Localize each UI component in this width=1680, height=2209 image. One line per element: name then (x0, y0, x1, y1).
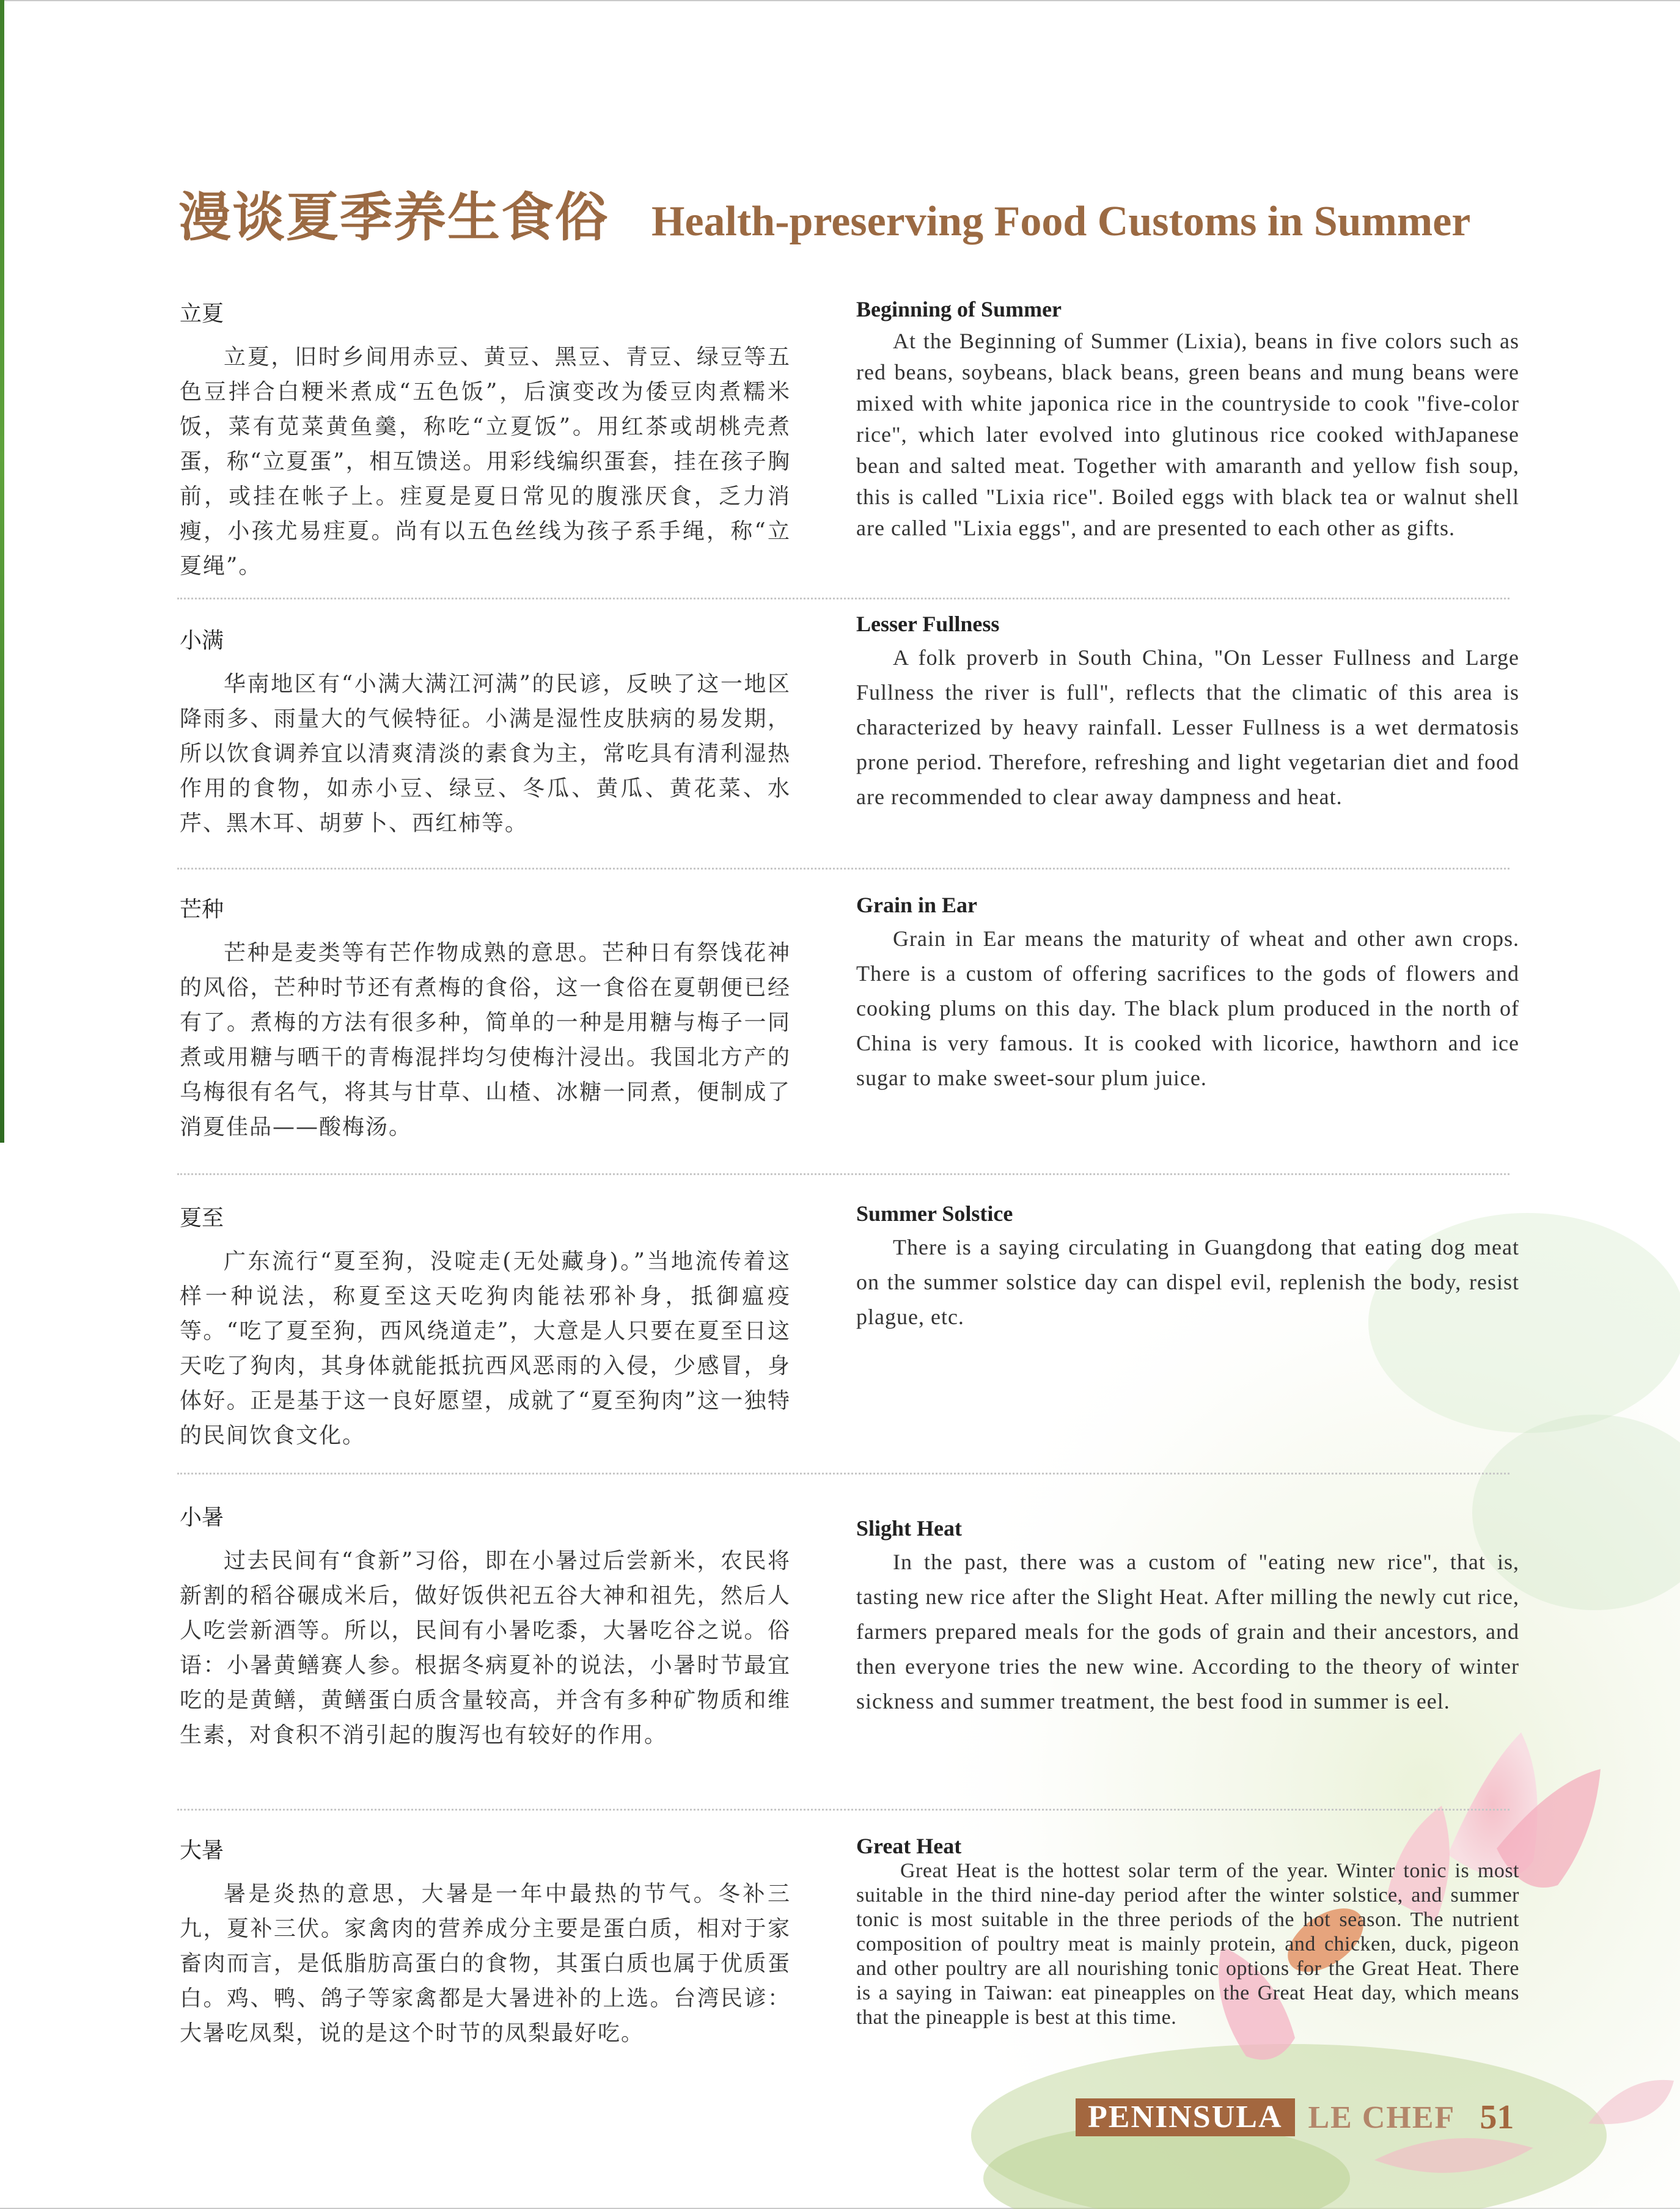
section-body-cn: 立夏，旧时乡间用赤豆、黄豆、黑豆、青豆、绿豆等五色豆拌合白粳米煮成“五色饭”，后演变改为倭豆肉煮糯米饭，菜有苋菜黄鱼羹，称吃“立夏饭”。用红茶或胡桃壳煮蛋，称“立夏蛋”，相互馈送。用彩线编织蛋套，挂在孩子胸前，或挂在帐子上。疰夏是夏日常见的腹涨厌食，乏力消瘦，小孩尤易疰夏。尚有以五色丝线为孩子系手绳，称“立夏绳”。 (180, 345, 791, 579)
chinese-column (180, 892, 791, 1145)
section-body-cn: 华南地区有“小满大满江河满”的民谚，反映了这一地区降雨多、雨量大的气候特征。小满是湿性皮肤病的易发期，所以饮食调养宜以清爽清淡的素食为主，常吃具有清利湿热作用的食物，如赤小豆、绿豆、冬瓜、黄瓜、黄花菜、水芹、黑木耳、胡萝卜、西红柿等。 (180, 672, 791, 836)
section-divider (177, 1173, 1509, 1175)
english-column (856, 611, 1519, 815)
footer-brand: PENINSULA (1076, 2098, 1295, 2136)
english-column (856, 1833, 1519, 2030)
section-heading-en: Slight Heat (856, 1516, 963, 1540)
section-heading-cn: 立夏 (180, 301, 224, 326)
section-heading-cn: 芒种 (180, 897, 224, 922)
page-edge-decoration (0, 0, 4, 1143)
english-column (856, 892, 1519, 1096)
title-english: Health-preserving Food Customs in Summer (651, 198, 1471, 245)
section-heading-en: Beginning of Summer (856, 297, 1062, 321)
english-column (856, 296, 1519, 544)
section-body-en: Great Heat is the hottest solar term of the year. Winter tonic is most suitable in the third nine-day period after the winter solstice, and summer tonic is most suitable in the three periods of the hot season. The nutrient composition of poultry meat is mainly protein, and chicken, duck, pigeon and other poultry are all nourishing tonic options for the Great Heat. There is a saying in Taiwan: eat pineapples on the Great Heat day, which means that the pineapple is best at this time. (856, 1859, 1519, 2029)
chinese-column (180, 1201, 791, 1453)
footer-subbrand: LE CHEF (1308, 2100, 1456, 2135)
section-heading-en: Grain in Ear (856, 893, 978, 917)
page-number: 51 (1480, 2098, 1514, 2136)
section-divider (177, 1809, 1509, 1811)
english-column (856, 1201, 1519, 1335)
section-divider (177, 1473, 1509, 1474)
section-heading-en: Lesser Fullness (856, 612, 1000, 636)
section-divider (177, 868, 1509, 870)
section-body-en: At the Beginning of Summer (Lixia), beans in five colors such as red beans, soybeans, black beans, green beans and mung beans were mixed with white japonica rice in the countryside to cook "five-color rice", which later evolved into glutinous rice cooked withJapanese bean and salted meat. Together with amaranth and yellow fish soup, this is called "Lixia rice". Boiled eggs with black tea or walnut shell are called "Lixia eggs", and are presented to each other as gifts. (856, 329, 1519, 540)
section-body-en: A folk proverb in South China, "On Lesser Fullness and Large Fullness the river is full", reflects that the climatic of this area is characterized by heavy rainfall. Lesser Fullness is a wet dermatosis prone period. Therefore, refreshing and light vegetarian diet and food are recommended to clear away dampness and heat. (856, 645, 1519, 809)
section-body-cn: 暑是炎热的意思，大暑是一年中最热的节气。冬补三九，夏补三伏。家禽肉的营养成分主要是蛋白质，相对于家畜肉而言，是低脂肪高蛋白的食物，其蛋白质也属于优质蛋白。鸡、鸭、鸽子等家禽都是大暑进补的上选。台湾民谚：大暑吃凤梨，说的是这个时节的凤梨最好吃。 (180, 1881, 791, 2046)
section-divider (177, 598, 1509, 599)
section-heading-cn: 小满 (180, 628, 224, 653)
section-body-en: In the past, there was a custom of "eating new rice", that is, tasting new rice after the Slight Heat. After milling the newly cut rice, farmers prepared meals for the gods of grain and their ancestors, and then everyone tries the new wine. According to the theory of winter sickness and summer treatment, the best food in summer is eel. (856, 1550, 1519, 1713)
section-heading-en: Great Heat (856, 1834, 962, 1858)
title-chinese: 漫谈夏季养生食俗 (178, 186, 609, 248)
article-title (178, 175, 1523, 248)
chinese-column (180, 1500, 791, 1753)
english-column (856, 1515, 1519, 1719)
section-body-cn: 芒种是麦类等有芒作物成熟的意思。芒种日有祭饯花神的风俗，芒种时节还有煮梅的食俗，这一食俗在夏朝便已经有了。煮梅的方法有很多种，简单的一种是用糖与梅子一同煮或用糖与晒干的青梅混拌均匀使梅汁浸出。我国北方产的乌梅很有名气，将其与甘草、山楂、冰糖一同煮，便制成了消夏佳品——酸梅汤。 (180, 940, 791, 1140)
section-body-cn: 过去民间有“食新”习俗，即在小暑过后尝新米，农民将新割的稻谷碾成米后，做好饭供祀五谷大神和祖先，然后人人吃尝新酒等。所以，民间有小暑吃黍，大暑吃谷之说。俗语：小暑黄鳝赛人参。根据冬病夏补的说法，小暑时节最宜吃的是黄鳝，黄鳝蛋白质含量较高，并含有多种矿物质和维生素，对食积不消引起的腹泻也有较好的作用。 (180, 1548, 791, 1748)
page-footer (1076, 2098, 1514, 2136)
section-body-en: There is a saying circulating in Guangdong that eating dog meat on the summer solstice day can dispel evil, replenish the body, resist plague, etc. (856, 1235, 1519, 1329)
section-heading-cn: 夏至 (180, 1206, 224, 1231)
chinese-column (180, 1833, 791, 2051)
section-body-en: Grain in Ear means the maturity of wheat and other awn crops. There is a custom of offering sacrifices to the gods of flowers and cooking plums on this day. The black plum produced in the north of China is very famous. It is cooked with licorice, hawthorn and ice sugar to make sweet-sour plum juice. (856, 926, 1519, 1090)
chinese-column (180, 296, 791, 584)
section-heading-cn: 大暑 (180, 1838, 224, 1863)
chinese-column (180, 623, 791, 841)
section-heading-en: Summer Solstice (856, 1201, 1013, 1226)
section-heading-cn: 小暑 (180, 1505, 224, 1530)
section-body-cn: 广东流行“夏至狗，没啶走(无处藏身)。”当地流传着这样一种说法，称夏至这天吃狗肉能祛邪补身，抵御瘟疫等。“吃了夏至狗，西风绕道走”，大意是人只要在夏至日这天吃了狗肉，其身体就能抵抗西风恶雨的入侵，少感冒，身体好。正是基于这一良好愿望，成就了“夏至狗肉”这一独特的民间饮食文化。 (180, 1249, 791, 1448)
